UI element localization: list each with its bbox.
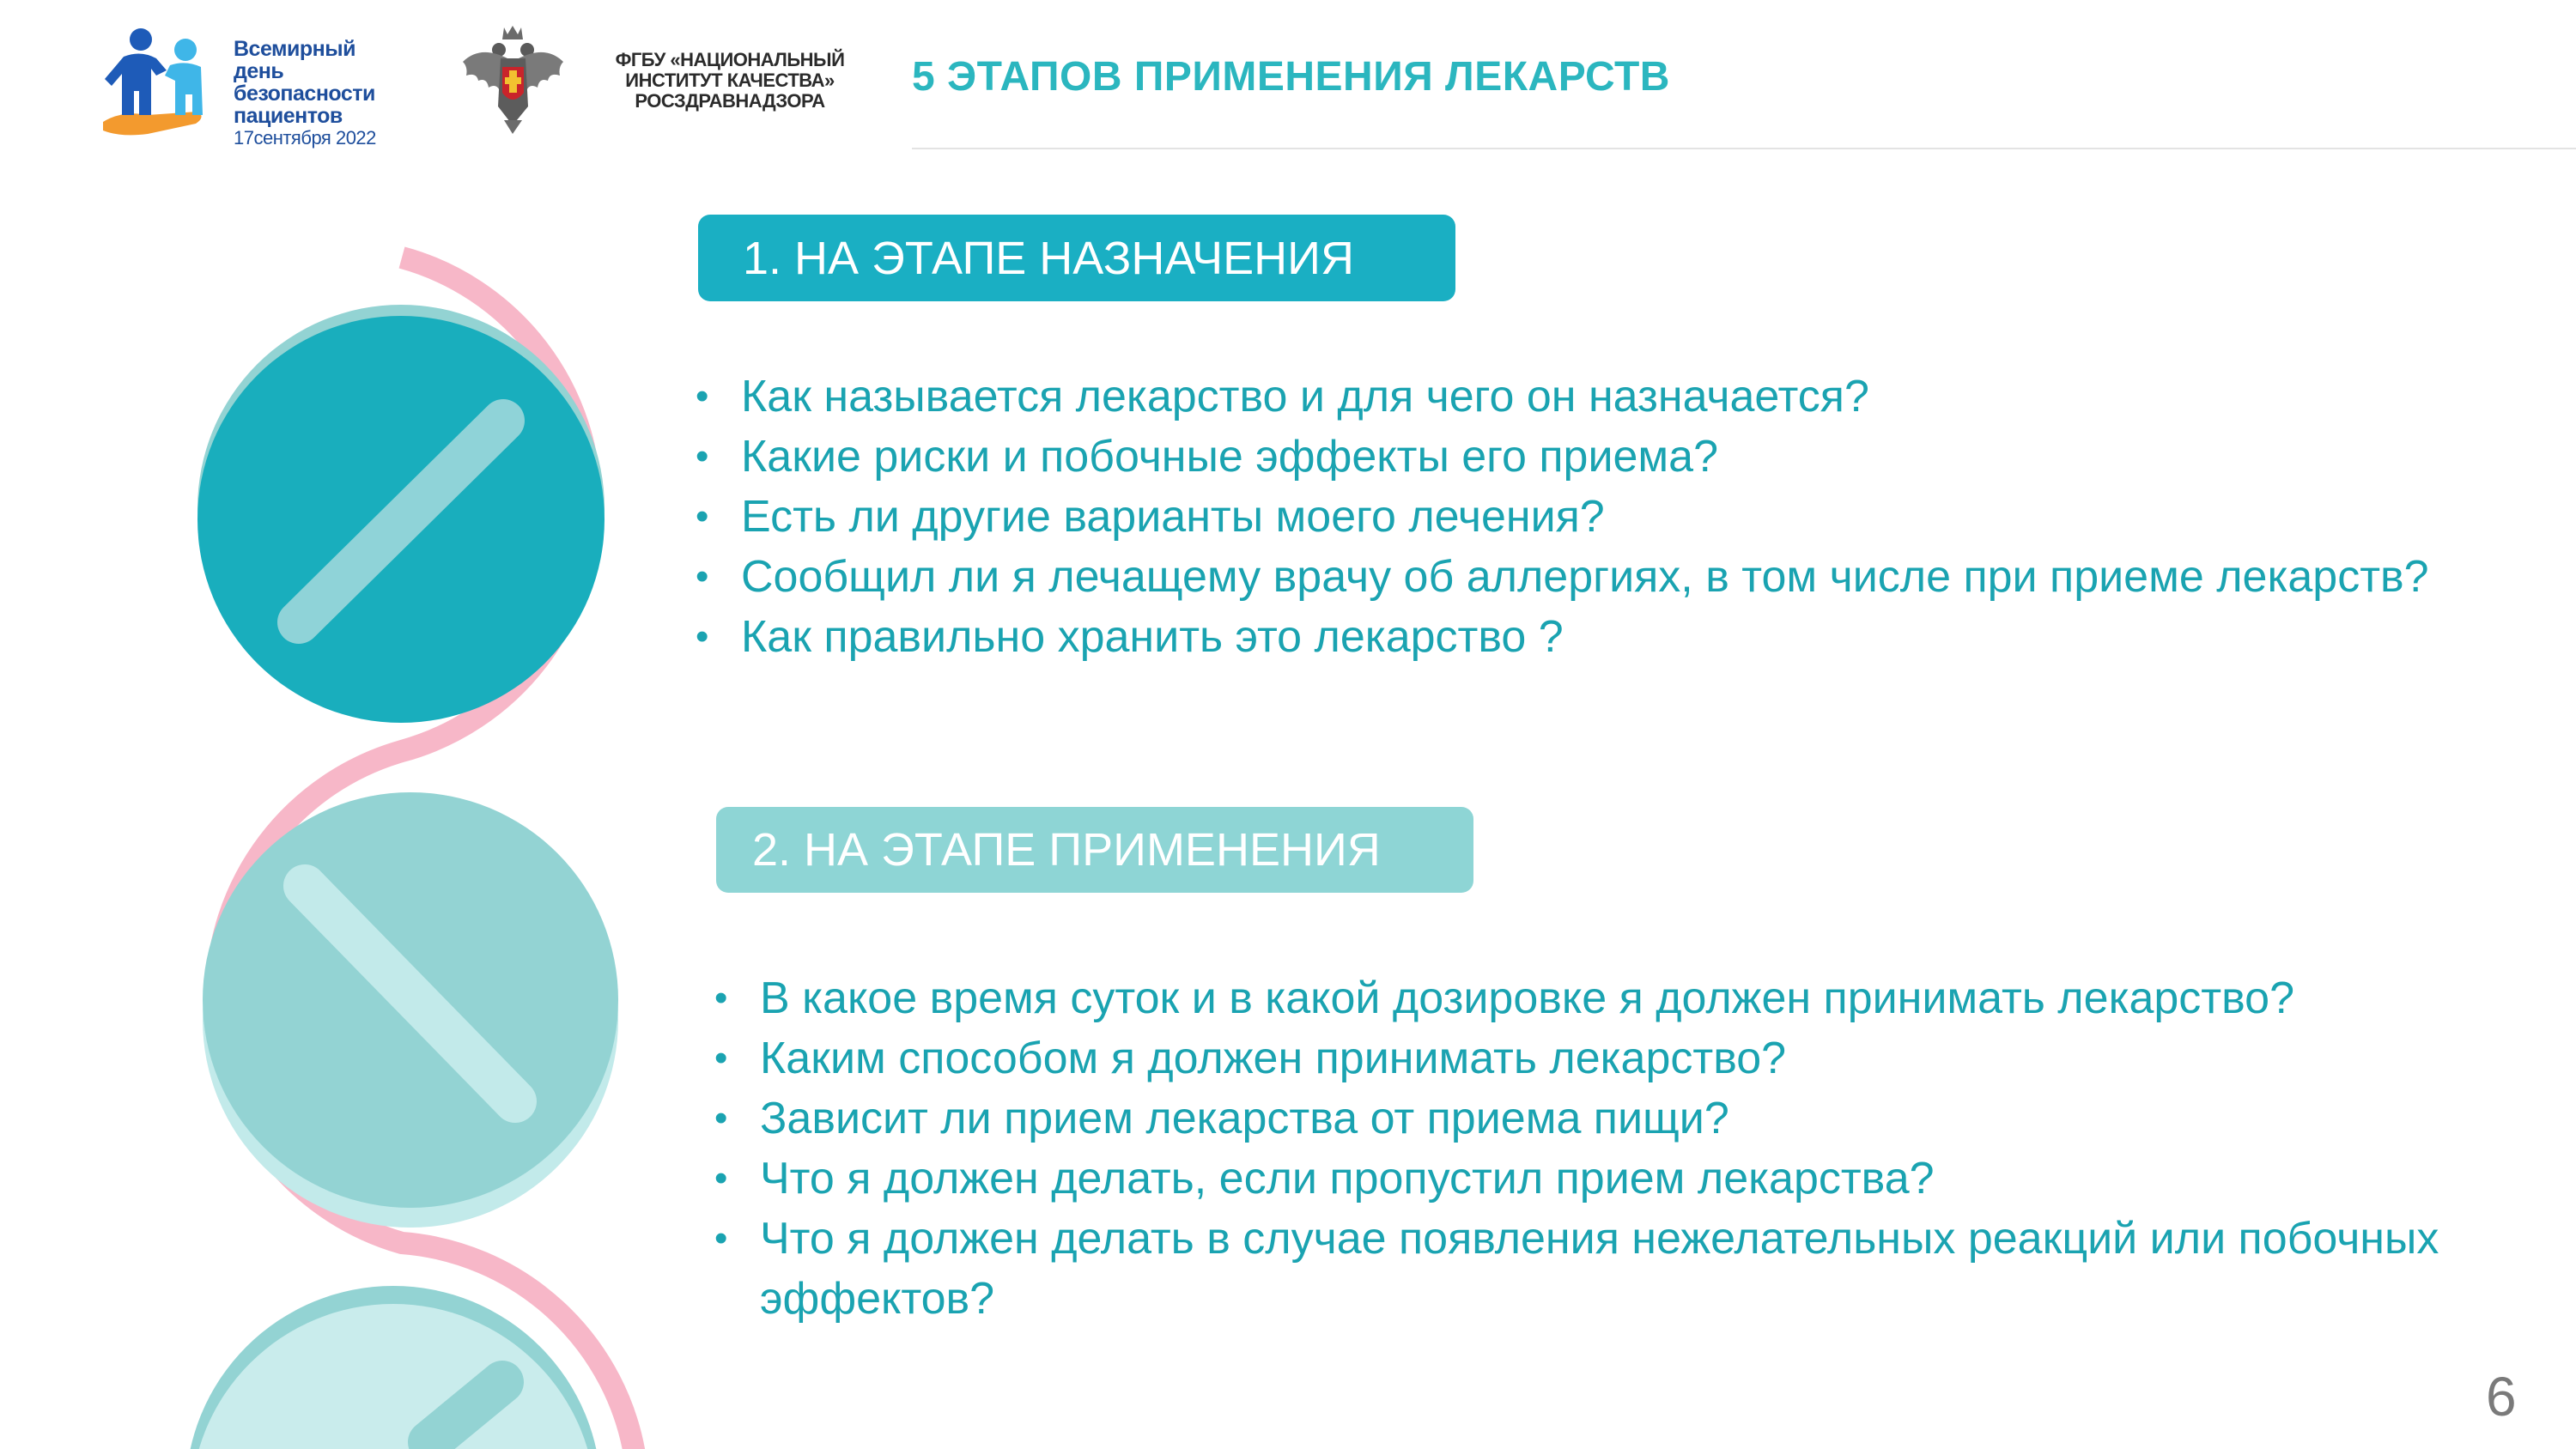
list-item: • Что я должен делать, если пропустил прием лекарства? xyxy=(714,1149,2475,1209)
pill-icon xyxy=(203,792,618,1228)
list-item: • Зависит ли прием лекарства от приема пищи? xyxy=(714,1088,2475,1149)
list-item: • Как называется лекарство и для чего он назначается? xyxy=(696,367,2456,427)
org-name-line: ФГБУ «НАЦИОНАЛЬНЫЙ xyxy=(615,49,845,70)
list-item: • В какое время суток и в какой дозировке я должен принимать лекарство? xyxy=(714,968,2475,1028)
org-name-line: РОСЗДРАВНАДЗОРА xyxy=(635,90,825,112)
logo-date: 17сентября 2022 xyxy=(234,127,376,149)
page-number: 6 xyxy=(2486,1366,2517,1428)
stage-1-badge xyxy=(698,215,1455,301)
header-divider xyxy=(912,148,2576,149)
stage-2-badge xyxy=(716,807,1473,893)
org-name-line: ИНСТИТУТ КАЧЕСТВА» xyxy=(625,70,835,91)
stage-1-label: 1. НА ЭТАПЕ НАЗНАЧЕНИЯ xyxy=(743,232,1354,284)
list-item: • Как правильно хранить это лекарство ? xyxy=(696,607,2456,667)
stage-1-questions xyxy=(696,367,2456,667)
list-item: • Сообщил ли я лечащему врачу об аллергиях, в том числе при приеме лекарств? xyxy=(696,547,2456,607)
logo-text-line: пациентов xyxy=(234,104,343,128)
pill-icon xyxy=(197,305,605,723)
pill-icon xyxy=(185,1286,601,1449)
logo-text-line: Всемирный день xyxy=(234,37,355,83)
pills-illustration xyxy=(0,0,687,1449)
stage-2-label: 2. НА ЭТАПЕ ПРИМЕНЕНИЯ xyxy=(752,824,1381,876)
logo-text-line: безопасности xyxy=(234,82,375,106)
list-item: • Что я должен делать в случае появления нежелательных реакций или побочных эффектов? xyxy=(714,1209,2475,1329)
stage-2-questions xyxy=(714,968,2475,1329)
list-item: • Есть ли другие варианты моего лечения? xyxy=(696,487,2456,547)
list-item: • Каким способом я должен принимать лекарство? xyxy=(714,1028,2475,1088)
list-item: • Какие риски и побочные эффекты его приема? xyxy=(696,427,2456,487)
page-title: 5 ЭТАПОВ ПРИМЕНЕНИЯ ЛЕКАРСТВ xyxy=(912,54,1670,100)
